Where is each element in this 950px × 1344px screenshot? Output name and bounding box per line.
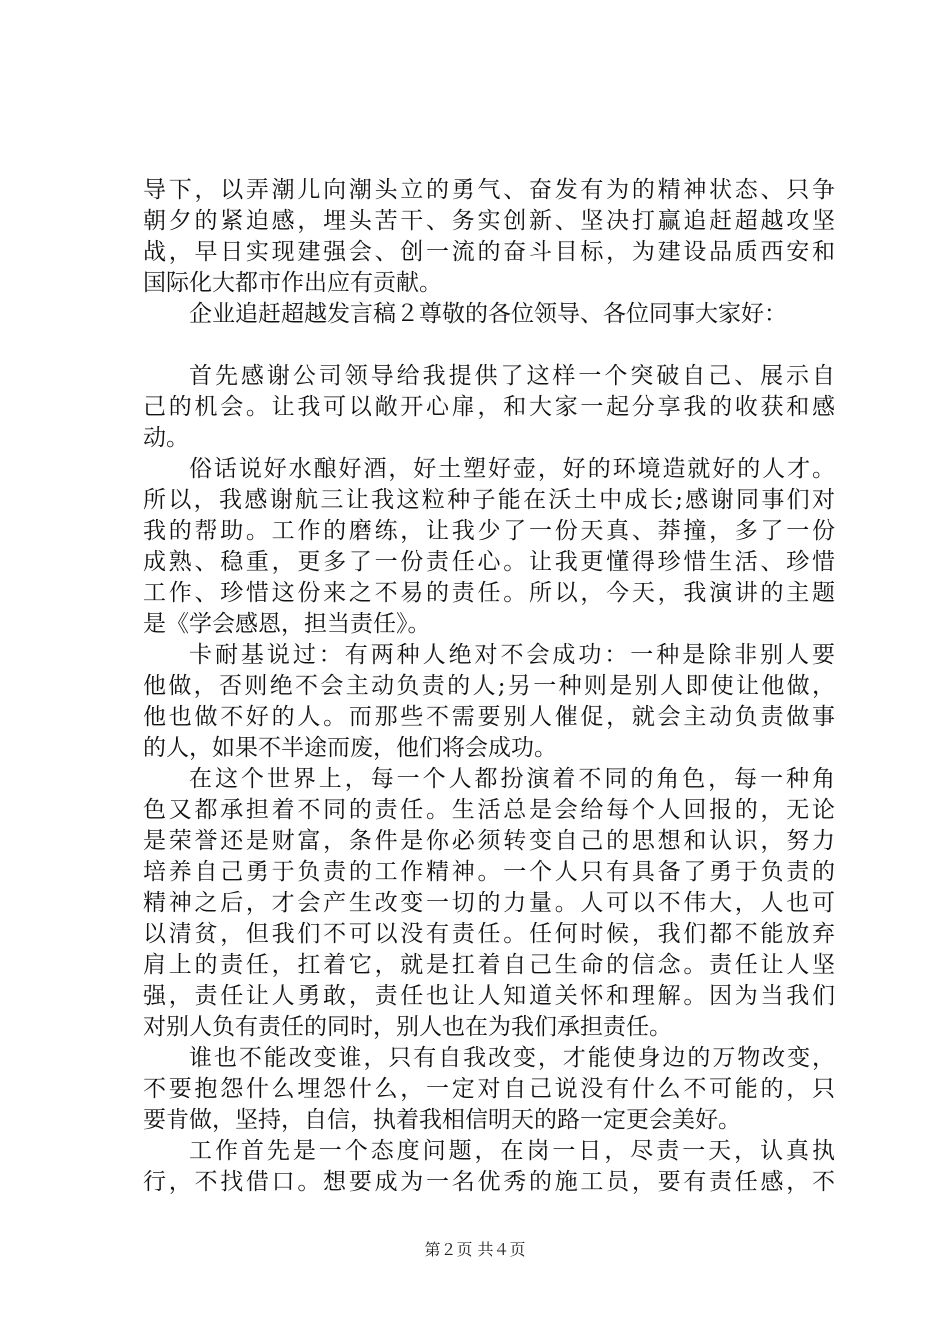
text-line: 的人，如果不半途而废，他们将会成功。 bbox=[143, 735, 557, 761]
paragraph bbox=[143, 454, 835, 640]
text-line: 以清贫，但我们不可以没有责任。任何时候，我们都不能放弃 bbox=[143, 921, 835, 947]
text-line: 行，不找借口。想要成为一名优秀的施工员，要有责任感，不 bbox=[143, 1169, 835, 1195]
text-line: 所以，我感谢航三让我这粒种子能在沃土中成长;感谢同事们对 bbox=[143, 487, 835, 513]
text-line: 谁也不能改变谁，只有自我改变，才能使身边的万物改变， bbox=[189, 1045, 835, 1071]
paragraph bbox=[143, 1043, 835, 1136]
text-line: 在这个世界上，每一个人都扮演着不同的角色，每一种角 bbox=[189, 766, 835, 792]
text-line: 是荣誉还是财富，条件是你必须转变自己的思想和认识，努力 bbox=[143, 828, 835, 854]
text-line: 动。 bbox=[143, 425, 189, 451]
text-line: 强，责任让人勇敢，责任也让人知道关怀和理解。因为当我们 bbox=[143, 983, 835, 1009]
paragraph bbox=[143, 299, 835, 330]
text-line: 朝夕的紧迫感，埋头苦干、务实创新、坚决打赢追赶超越攻坚 bbox=[143, 208, 835, 234]
paragraph bbox=[143, 764, 835, 1043]
text-line: 他做，否则绝不会主动负责的人;另一种则是别人即使让他做， bbox=[143, 673, 835, 699]
text-line: 企业追赶超越发言稿２尊敬的各位领导、各位同事大家好： bbox=[189, 301, 787, 327]
text-line: 战，早日实现建强会、创一流的奋斗目标，为建设品质西安和 bbox=[143, 239, 835, 265]
paragraph bbox=[143, 1136, 835, 1198]
text-line: 成熟、稳重，更多了一份责任心。让我更懂得珍惜生活、珍惜 bbox=[143, 549, 835, 575]
text-line: 要肯做，坚持，自信，执着我相信明天的路一定更会美好。 bbox=[143, 1107, 741, 1133]
page-footer: 第２页 共４页 bbox=[424, 1240, 526, 1259]
text-line: 不要抱怨什么埋怨什么，一定对自己说没有什么不可能的，只 bbox=[143, 1076, 835, 1102]
document-body bbox=[143, 175, 835, 1198]
text-line: 己的机会。让我可以敞开心扉，和大家一起分享我的收获和感 bbox=[143, 394, 835, 420]
text-line: 是《学会感恩，担当责任》。 bbox=[143, 611, 431, 637]
text-line: 对别人负有责任的同时，别人也在为我们承担责任。 bbox=[143, 1014, 672, 1040]
text-line: 工作、珍惜这份来之不易的责任。所以，今天，我演讲的主题 bbox=[143, 580, 835, 606]
text-line: 导下，以弄潮儿向潮头立的勇气、奋发有为的精神状态、只争 bbox=[143, 177, 835, 203]
paragraph bbox=[143, 175, 835, 299]
text-line: 首先感谢公司领导给我提供了这样一个突破自己、展示自 bbox=[189, 363, 835, 389]
text-line: 精神之后，才会产生改变一切的力量。人可以不伟大，人也可 bbox=[143, 890, 835, 916]
text-line: 他也做不好的人。而那些不需要别人催促，就会主动负责做事 bbox=[143, 704, 835, 730]
text-line: 色又都承担着不同的责任。生活总是会给每个人回报的，无论 bbox=[143, 797, 835, 823]
text-line: 俗话说好水酿好酒，好土塑好壶，好的环境造就好的人才。 bbox=[189, 456, 835, 482]
text-line: 工作首先是一个态度问题，在岗一日，尽责一天，认真执 bbox=[189, 1138, 835, 1164]
text-line: 肩上的责任，扛着它，就是扛着自己生命的信念。责任让人坚 bbox=[143, 952, 835, 978]
text-line: 国际化大都市作出应有贡献。 bbox=[143, 270, 442, 296]
text-line: 我的帮助。工作的磨练，让我少了一份天真、莽撞，多了一份 bbox=[143, 518, 835, 544]
text-line: 培养自己勇于负责的工作精神。一个人只有具备了勇于负责的 bbox=[143, 859, 835, 885]
paragraph bbox=[143, 640, 835, 764]
blank-line bbox=[143, 330, 835, 361]
text-line: 卡耐基说过：有两种人绝对不会成功：一种是除非别人要 bbox=[189, 642, 835, 668]
paragraph bbox=[143, 361, 835, 454]
